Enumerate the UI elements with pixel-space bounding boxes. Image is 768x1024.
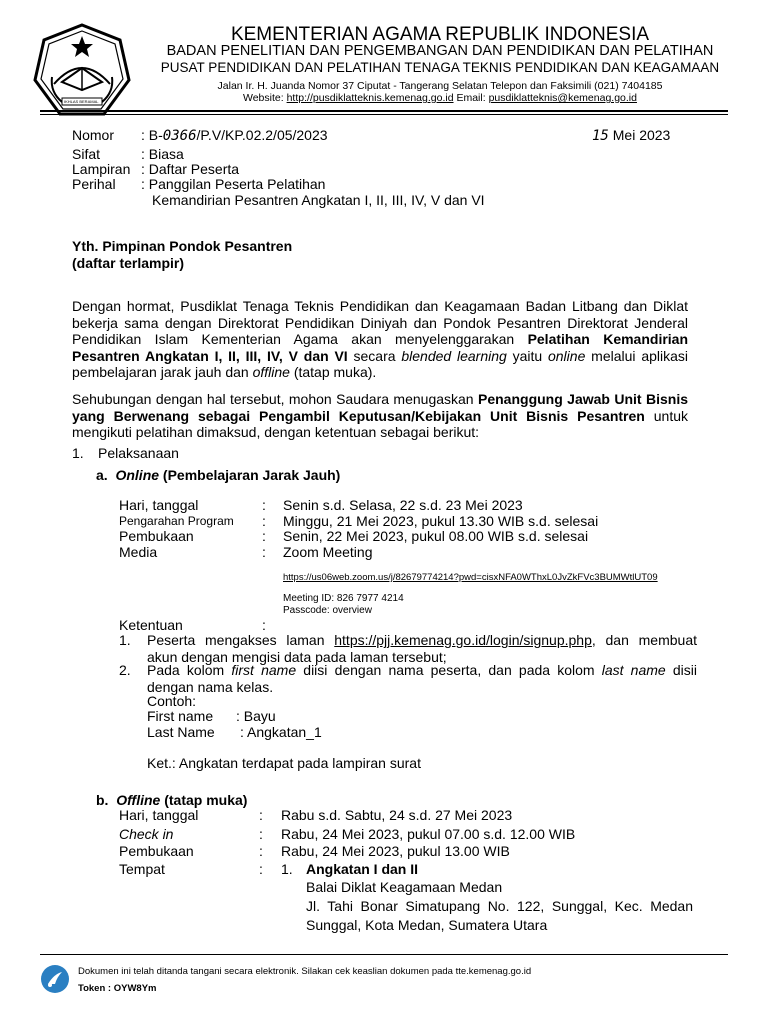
address-line: Jalan Ir. H. Juanda Nomor 37 Ciputat - Tangerang Selatan Telepon dan Faksimili (021) 7404185 [217,80,663,92]
offline-heading [96,792,247,808]
date-rest: Mei 2023 [612,127,671,143]
p1-text-c: yaitu [506,347,548,364]
bsre-badge-icon [40,964,70,994]
online-row-label: Pengarahan Program [119,514,234,528]
p1-italic-1: blended learning [401,347,507,364]
body-paragraph-2 [72,391,688,441]
lampiran-label: Lampiran [72,161,131,177]
zoom-link[interactable]: https://us06web.zoom.us/j/82679774214?pwd=cisxNFA0WThxL0JvZkFVc3BUMWtlUT09 [283,572,658,583]
k2-text-c: disii dengan nama kelas. [147,662,698,695]
recipient-line-2: (daftar terlampir) [72,255,185,271]
perihal-label: Perihal [72,176,116,192]
recipient-line-1: Yth. Pimpinan Pondok Pesantren [72,238,293,254]
contact-line [145,92,735,104]
offline-title-rest: (tatap muka) [160,792,248,808]
k2-italic-1: first name [231,662,297,678]
ketentuan-colon: : [262,617,266,633]
header-rule-thick [40,110,728,112]
online-row-label: Hari, tanggal [119,497,199,513]
nomor-value [141,127,328,144]
letter-date [592,127,670,144]
section-1-number: 1. [72,445,84,461]
online-row-value: Zoom Meeting [283,544,373,560]
tempat-line-2: Jl. Tahi Bonar Simatupang No. 122, Sunggal, Kec. Medan [306,898,693,914]
section-1-title: Pelaksanaan [98,445,179,461]
offline-title-italic: Offline [116,792,161,808]
ketentuan-2-number: 2. [119,662,131,678]
perihal-value-1: : Panggilan Peserta Pelatihan [141,176,326,192]
body-paragraph-1 [72,298,688,381]
p2-bold: Penanggung Jawab Unit Bisnis yang Berwenang sebagai Pengambil Keputusan/Kebijakan Unit Bisnis Pesantren [72,391,689,424]
angkatan-note: Ket.: Angkatan terdapat pada lampiran surat [147,755,421,771]
center-name: PUSAT PENDIDIKAN DAN PELATIHAN TENAGA TEKNIS PENDIDIKAN DAN KEAGAMAAN [160,60,720,75]
online-row-value: Minggu, 21 Mei 2023, pukul 13.30 WIB s.d. selesai [283,513,599,529]
offline-label: b. [96,792,109,808]
offline-row-colon: : [259,843,263,859]
meeting-passcode: Passcode: overview [283,605,372,616]
k2-italic-2: last name [601,662,666,678]
logo-motto: IKHLAS BERAMAL [64,99,99,104]
offline-row-colon: : [259,807,263,823]
footer-rule [40,954,728,955]
pjj-signup-link[interactable]: https://pjj.kemenag.go.id/login/signup.php [334,632,592,648]
tempat-number: 1. [281,861,293,877]
ketentuan-1-text [147,632,697,665]
lampiran-value: : Daftar Peserta [141,161,240,177]
k1-text-b: , dan membuat akun dengan mengisi data pada laman tersebut; [147,632,697,665]
offline-row-value: Rabu s.d. Sabtu, 24 s.d. 27 Mei 2023 [281,807,513,823]
footer-signature-note: Dokumen ini telah ditanda tangani secara elektronik. Silakan cek keaslian dokumen pada tte.kemenag.go.id [78,966,532,977]
offline-row-label: Hari, tanggal [119,807,199,823]
nomor-suffix: /P.V/KP.02.2/05/2023 [196,127,328,143]
p1-bold: Pelatihan Kemandirian Pesantren Angkatan I, II, III, IV, V dan VI [72,331,689,364]
ketentuan-label: Ketentuan [119,617,183,633]
agency-name: BADAN PENELITIAN DAN PENGEMBANGAN DAN PENDIDIKAN DAN PELATIHAN [166,43,714,59]
k2-text-a: Pada kolom [147,662,232,678]
header-rule-thin [40,114,728,115]
tempat-title: Angkatan I dan II [306,861,419,877]
k2-text-b: diisi dengan nama peserta, dan pada kolom [296,662,602,678]
online-row-label: Pembukaan [119,528,194,544]
online-label: a. [96,467,108,483]
online-row-colon: : [262,513,266,529]
first-name-value: : Bayu [236,708,276,724]
date-handwritten: 15 [592,128,609,144]
p1-italic-3: offline [252,364,290,380]
last-name-label: Last Name [147,724,215,740]
tempat-line-1: Balai Diklat Keagamaan Medan [306,879,503,895]
last-name-value: : Angkatan_1 [240,724,322,740]
email-link[interactable]: pusdiklatteknis@kemenag.go.id [488,92,637,104]
sifat-label: Sifat [72,146,101,162]
online-title-rest: (Pembelajaran Jarak Jauh) [159,467,341,483]
perihal-value-2: Kemandirian Pesantren Angkatan I, II, III, IV, V dan VI [152,192,485,208]
contoh-label: Contoh: [147,693,197,709]
p1-text-e: (tatap muka). [289,364,377,380]
p2-text-a: Sehubungan dengan hal tersebut, mohon Saudara menugaskan [72,391,478,407]
tempat-colon: : [259,861,263,877]
offline-row-value: Rabu, 24 Mei 2023, pukul 07.00 s.d. 12.00 WIB [281,826,576,842]
kemenag-logo-icon [32,22,132,122]
online-row-colon: : [262,528,266,544]
nomor-handwritten: 0366 [162,128,197,144]
offline-row-value: Rabu, 24 Mei 2023, pukul 13.00 WIB [281,843,510,859]
k1-text-a: Peserta mengakses laman [147,632,335,648]
online-title-italic: Online [115,467,160,483]
online-row-colon: : [262,497,266,513]
offline-row-label: Pembukaan [119,843,194,859]
online-row-value: Senin, 22 Mei 2023, pukul 08.00 WIB s.d. selesai [283,528,589,544]
nomor-prefix: : B- [141,127,163,143]
website-label: Website: [243,92,284,104]
p1-text-a: Dengan hormat, Pusdiklat Tenaga Teknis Pendidikan dan Keagamaan Badan Litbang dan Diklat bekerja sama dengan Direktorat Pendidikan Diniyah dan Pondok Pesantren Direktorat Jenderal Pendidikan Islam Kementerian Agama akan menyelenggarakan [72,298,688,347]
offline-row-label: Check in [119,826,174,842]
online-heading [96,467,340,483]
p1-text-b: secara [347,347,402,364]
website-link[interactable]: http://pusdiklatteknis.kemenag.go.id [286,92,454,104]
footer-token: Token : OYW8Ym [78,983,157,994]
sifat-value: : Biasa [141,146,184,162]
online-row-colon: : [262,544,266,560]
tempat-label: Tempat [119,861,165,877]
p2-text-b: untuk mengikuti pelatihan dimaksud, dengan ketentuan sebagai berikut: [72,407,688,440]
meeting-id: Meeting ID: 826 7977 4214 [283,593,404,604]
email-label: Email: [456,92,486,104]
p1-italic-2: online [547,347,586,364]
tempat-line-3: Sunggal, Kota Medan, Sumatera Utara [306,917,548,933]
ketentuan-2-text [147,662,697,695]
online-row-value: Senin s.d. Selasa, 22 s.d. 23 Mei 2023 [283,497,523,513]
ketentuan-1-number: 1. [119,632,131,648]
online-row-label: Media [119,544,158,560]
first-name-label: First name [147,708,214,724]
nomor-label: Nomor [72,127,115,143]
tempat-address [306,897,693,935]
offline-row-colon: : [259,826,263,842]
p1-text-d: melalui aplikasi pembelajaran jarak jauh dan [72,347,689,380]
ministry-name: KEMENTERIAN AGAMA REPUBLIK INDONESIA [230,24,650,45]
